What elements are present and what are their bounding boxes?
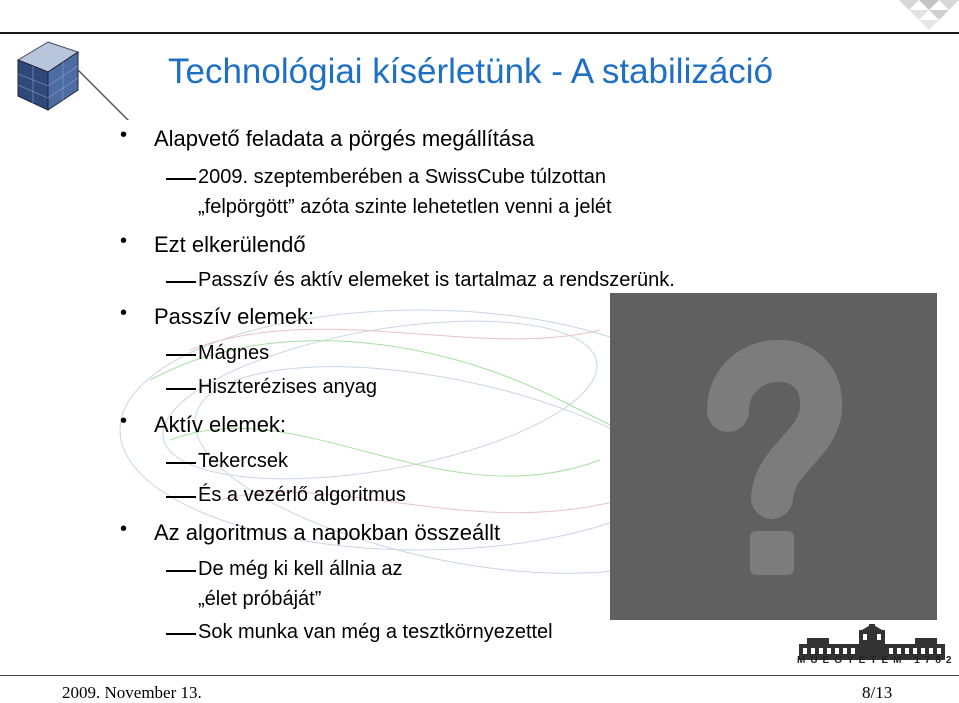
dash-icon xyxy=(166,570,196,572)
dash-icon xyxy=(166,462,196,464)
dash-icon xyxy=(166,633,196,635)
question-mark-icon xyxy=(610,293,937,620)
header-divider xyxy=(0,32,959,34)
dash-icon xyxy=(166,496,196,498)
bullet-dot-icon: • xyxy=(120,410,128,432)
footer-date: 2009. November 13. xyxy=(62,683,202,702)
page-number: 8/13 xyxy=(862,683,893,702)
dash-icon xyxy=(166,354,196,356)
dash-icon xyxy=(166,178,196,180)
question-mark-image xyxy=(610,293,937,620)
satellite-image xyxy=(8,30,138,120)
dash-icon xyxy=(166,281,196,283)
bullet-dot-icon: • xyxy=(120,230,128,252)
bullet-dot-icon: • xyxy=(120,302,128,324)
university-logo-text: MŰEGYETEM 1782 xyxy=(797,655,957,666)
slide-title: Technológiai kísérletünk - A stabilizáció xyxy=(168,52,774,91)
bullet-dot-icon: • xyxy=(120,124,128,146)
footer-divider xyxy=(0,675,959,676)
dash-icon xyxy=(166,388,196,390)
bullet-dot-icon: • xyxy=(120,518,128,540)
corner-decoration xyxy=(889,0,959,40)
